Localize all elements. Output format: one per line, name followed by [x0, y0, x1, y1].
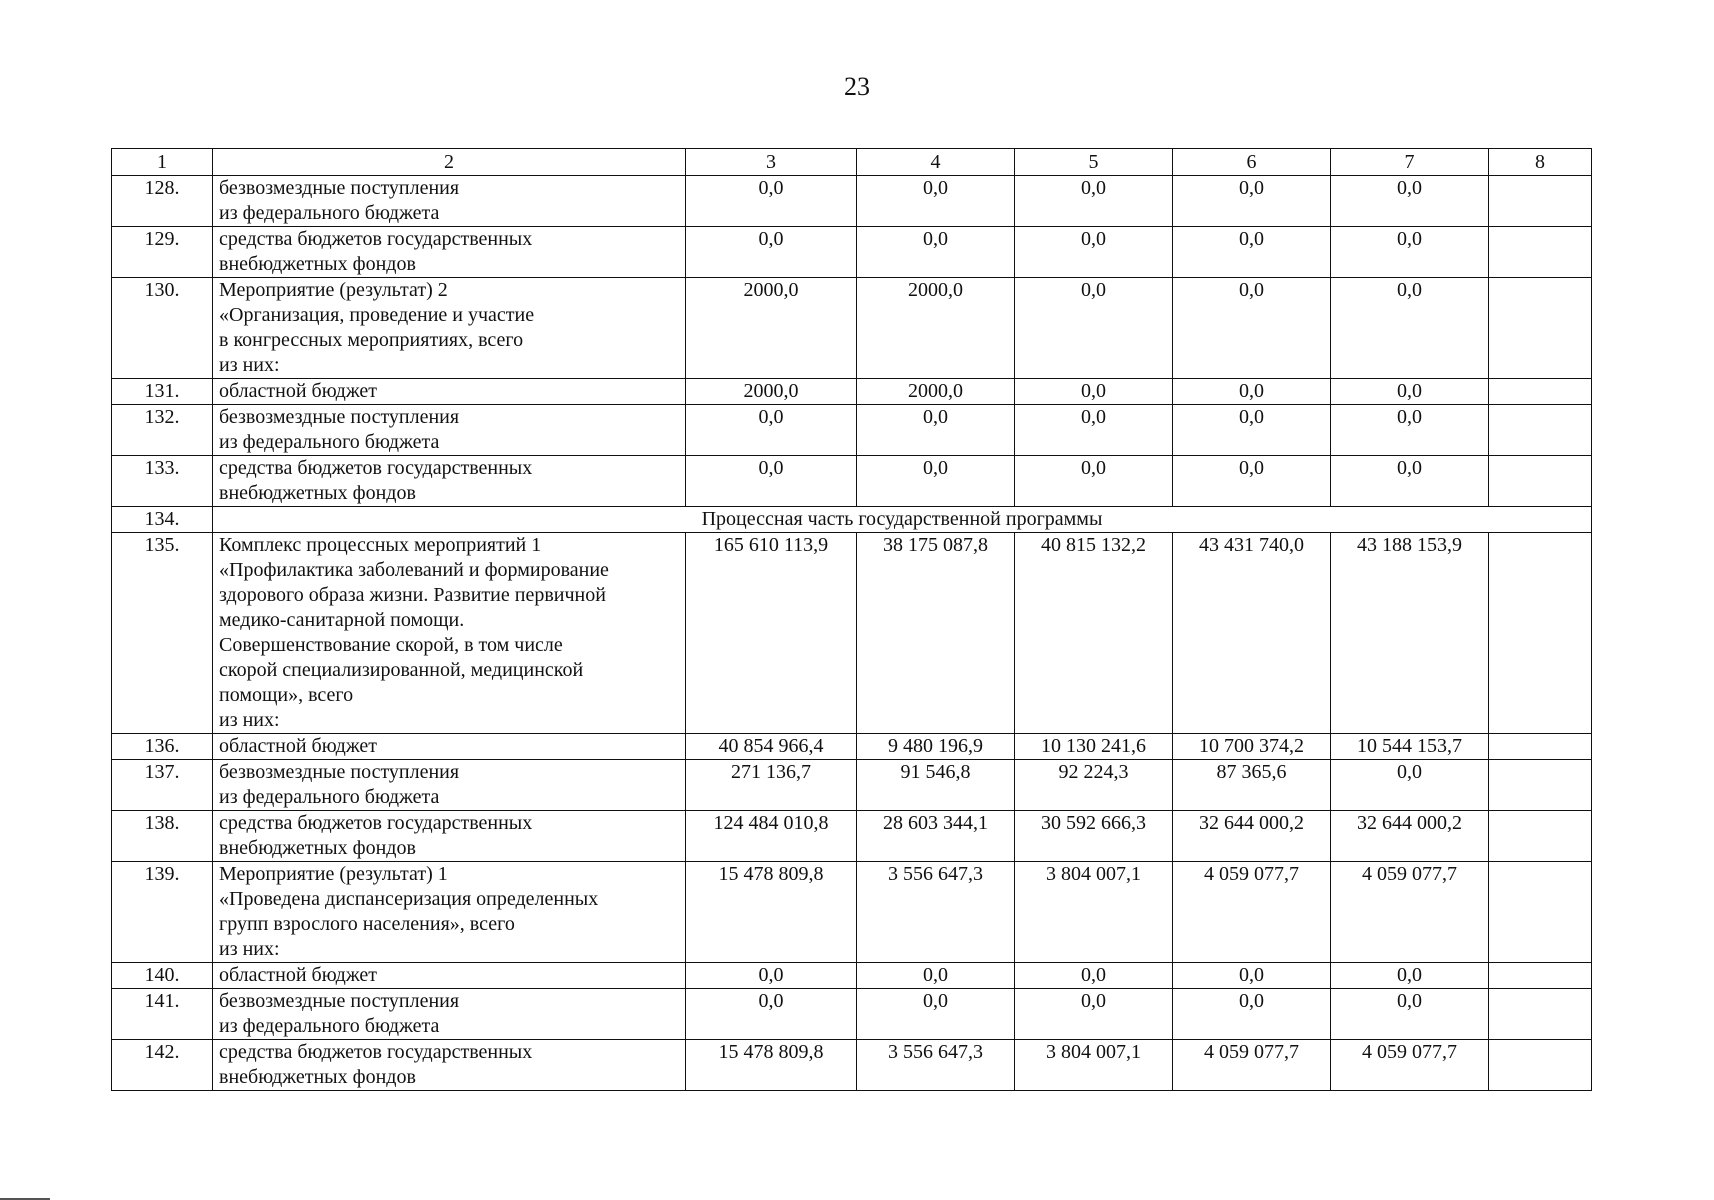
- note-cell: [1489, 734, 1592, 760]
- table-row: [112, 278, 1592, 379]
- row-number: 132.: [112, 405, 213, 456]
- row-name: Мероприятие (результат) 1 «Проведена диспансеризация определенных групп взрослого населения», всего из них:: [213, 862, 686, 963]
- value-col-6: 43 431 740,0: [1173, 533, 1331, 734]
- row-name: средства бюджетов государственных внебюджетных фондов: [213, 1040, 686, 1091]
- value-col-4: 3 556 647,3: [857, 862, 1015, 963]
- row-name: средства бюджетов государственных внебюджетных фондов: [213, 456, 686, 507]
- value-col-4: 9 480 196,9: [857, 734, 1015, 760]
- value-col-4: 2000,0: [857, 379, 1015, 405]
- value-col-7: 0,0: [1331, 176, 1489, 227]
- value-col-7: 4 059 077,7: [1331, 1040, 1489, 1091]
- header-cell-1: 1: [112, 149, 213, 176]
- value-col-4: 38 175 087,8: [857, 533, 1015, 734]
- value-col-5: 3 804 007,1: [1015, 862, 1173, 963]
- value-col-6: 0,0: [1173, 278, 1331, 379]
- table-row: [112, 1040, 1592, 1091]
- table-row: [112, 760, 1592, 811]
- value-col-6: 0,0: [1173, 405, 1331, 456]
- value-col-6: 0,0: [1173, 456, 1331, 507]
- note-cell: [1489, 405, 1592, 456]
- row-name: безвозмездные поступления из федерального бюджета: [213, 405, 686, 456]
- row-name: безвозмездные поступления из федерального бюджета: [213, 989, 686, 1040]
- row-number: 134.: [112, 507, 213, 533]
- page-number: 23: [844, 72, 870, 101]
- value-col-3: 0,0: [686, 989, 857, 1040]
- value-col-3: 0,0: [686, 227, 857, 278]
- value-col-3: 124 484 010,8: [686, 811, 857, 862]
- row-name: средства бюджетов государственных внебюджетных фондов: [213, 227, 686, 278]
- note-cell: [1489, 456, 1592, 507]
- row-number: 142.: [112, 1040, 213, 1091]
- value-col-6: 0,0: [1173, 379, 1331, 405]
- value-col-4: 0,0: [857, 963, 1015, 989]
- note-cell: [1489, 811, 1592, 862]
- value-col-6: 0,0: [1173, 963, 1331, 989]
- value-col-7: 0,0: [1331, 963, 1489, 989]
- value-col-3: 15 478 809,8: [686, 862, 857, 963]
- value-col-3: 2000,0: [686, 278, 857, 379]
- row-number: 137.: [112, 760, 213, 811]
- value-col-5: 3 804 007,1: [1015, 1040, 1173, 1091]
- value-col-6: 0,0: [1173, 176, 1331, 227]
- row-number: 129.: [112, 227, 213, 278]
- value-col-4: 91 546,8: [857, 760, 1015, 811]
- note-cell: [1489, 278, 1592, 379]
- value-col-5: 0,0: [1015, 989, 1173, 1040]
- value-col-4: 0,0: [857, 456, 1015, 507]
- header-cell-4: 4: [857, 149, 1015, 176]
- row-name: Мероприятие (результат) 2 «Организация, проведение и участие в конгрессных мероприятиях, всего из них:: [213, 278, 686, 379]
- value-col-4: 0,0: [857, 989, 1015, 1040]
- table-body: [112, 149, 1592, 1091]
- header-cell-7: 7: [1331, 149, 1489, 176]
- note-cell: [1489, 533, 1592, 734]
- table-row: [112, 811, 1592, 862]
- row-name: безвозмездные поступления из федерального бюджета: [213, 760, 686, 811]
- value-col-3: 15 478 809,8: [686, 1040, 857, 1091]
- table-header-row: [112, 149, 1592, 176]
- row-name: Комплекс процессных мероприятий 1 «Профилактика заболеваний и формирование здорового образа жизни. Развитие первичной медико-санитарной помощи. Совершенствование скорой, в том числе скорой специализированной, медицинской помощи», всего из них:: [213, 533, 686, 734]
- row-name: областной бюджет: [213, 379, 686, 405]
- budget-table: [111, 148, 1592, 1091]
- value-col-3: 0,0: [686, 176, 857, 227]
- value-col-5: 0,0: [1015, 963, 1173, 989]
- row-number: 135.: [112, 533, 213, 734]
- row-number: 139.: [112, 862, 213, 963]
- row-number: 136.: [112, 734, 213, 760]
- value-col-6: 4 059 077,7: [1173, 1040, 1331, 1091]
- value-col-6: 87 365,6: [1173, 760, 1331, 811]
- header-cell-3: 3: [686, 149, 857, 176]
- row-number: 131.: [112, 379, 213, 405]
- row-name: безвозмездные поступления из федерального бюджета: [213, 176, 686, 227]
- value-col-7: 32 644 000,2: [1331, 811, 1489, 862]
- value-col-7: 0,0: [1331, 456, 1489, 507]
- value-col-7: 0,0: [1331, 278, 1489, 379]
- value-col-4: 0,0: [857, 227, 1015, 278]
- row-number: 133.: [112, 456, 213, 507]
- value-col-7: 10 544 153,7: [1331, 734, 1489, 760]
- value-col-5: 0,0: [1015, 405, 1173, 456]
- section-title: Процессная часть государственной программы: [213, 507, 1592, 533]
- note-cell: [1489, 1040, 1592, 1091]
- value-col-4: 28 603 344,1: [857, 811, 1015, 862]
- table-row: [112, 227, 1592, 278]
- note-cell: [1489, 989, 1592, 1040]
- value-col-6: 32 644 000,2: [1173, 811, 1331, 862]
- value-col-6: 0,0: [1173, 227, 1331, 278]
- value-col-5: 0,0: [1015, 379, 1173, 405]
- value-col-5: 0,0: [1015, 278, 1173, 379]
- row-number: 141.: [112, 989, 213, 1040]
- note-cell: [1489, 176, 1592, 227]
- row-name: средства бюджетов государственных внебюджетных фондов: [213, 811, 686, 862]
- header-cell-2: 2: [213, 149, 686, 176]
- value-col-3: 40 854 966,4: [686, 734, 857, 760]
- row-number: 138.: [112, 811, 213, 862]
- row-number: 130.: [112, 278, 213, 379]
- value-col-5: 0,0: [1015, 227, 1173, 278]
- value-col-5: 30 592 666,3: [1015, 811, 1173, 862]
- value-col-3: 2000,0: [686, 379, 857, 405]
- value-col-5: 40 815 132,2: [1015, 533, 1173, 734]
- value-col-4: 0,0: [857, 405, 1015, 456]
- value-col-3: 165 610 113,9: [686, 533, 857, 734]
- value-col-7: 4 059 077,7: [1331, 862, 1489, 963]
- value-col-5: 92 224,3: [1015, 760, 1173, 811]
- header-cell-6: 6: [1173, 149, 1331, 176]
- value-col-5: 10 130 241,6: [1015, 734, 1173, 760]
- value-col-4: 3 556 647,3: [857, 1040, 1015, 1091]
- value-col-7: 0,0: [1331, 989, 1489, 1040]
- note-cell: [1489, 760, 1592, 811]
- value-col-3: 0,0: [686, 963, 857, 989]
- value-col-6: 10 700 374,2: [1173, 734, 1331, 760]
- note-cell: [1489, 862, 1592, 963]
- value-col-4: 0,0: [857, 176, 1015, 227]
- section-row: [112, 507, 1592, 533]
- value-col-6: 0,0: [1173, 989, 1331, 1040]
- value-col-6: 4 059 077,7: [1173, 862, 1331, 963]
- value-col-7: 0,0: [1331, 760, 1489, 811]
- value-col-3: 271 136,7: [686, 760, 857, 811]
- value-col-3: 0,0: [686, 456, 857, 507]
- row-name: областной бюджет: [213, 734, 686, 760]
- table-row: [112, 405, 1592, 456]
- table-row: [112, 989, 1592, 1040]
- value-col-7: 43 188 153,9: [1331, 533, 1489, 734]
- table-row: [112, 533, 1592, 734]
- header-cell-8: 8: [1489, 149, 1592, 176]
- value-col-5: 0,0: [1015, 456, 1173, 507]
- table-row: [112, 176, 1592, 227]
- value-col-4: 2000,0: [857, 278, 1015, 379]
- note-cell: [1489, 379, 1592, 405]
- table-row: [112, 862, 1592, 963]
- header-cell-5: 5: [1015, 149, 1173, 176]
- value-col-7: 0,0: [1331, 379, 1489, 405]
- value-col-3: 0,0: [686, 405, 857, 456]
- note-cell: [1489, 227, 1592, 278]
- value-col-7: 0,0: [1331, 405, 1489, 456]
- table-row: [112, 734, 1592, 760]
- table-row: [112, 379, 1592, 405]
- value-col-5: 0,0: [1015, 176, 1173, 227]
- value-col-7: 0,0: [1331, 227, 1489, 278]
- row-name: областной бюджет: [213, 963, 686, 989]
- table-row: [112, 456, 1592, 507]
- table-row: [112, 963, 1592, 989]
- row-number: 128.: [112, 176, 213, 227]
- row-number: 140.: [112, 963, 213, 989]
- note-cell: [1489, 963, 1592, 989]
